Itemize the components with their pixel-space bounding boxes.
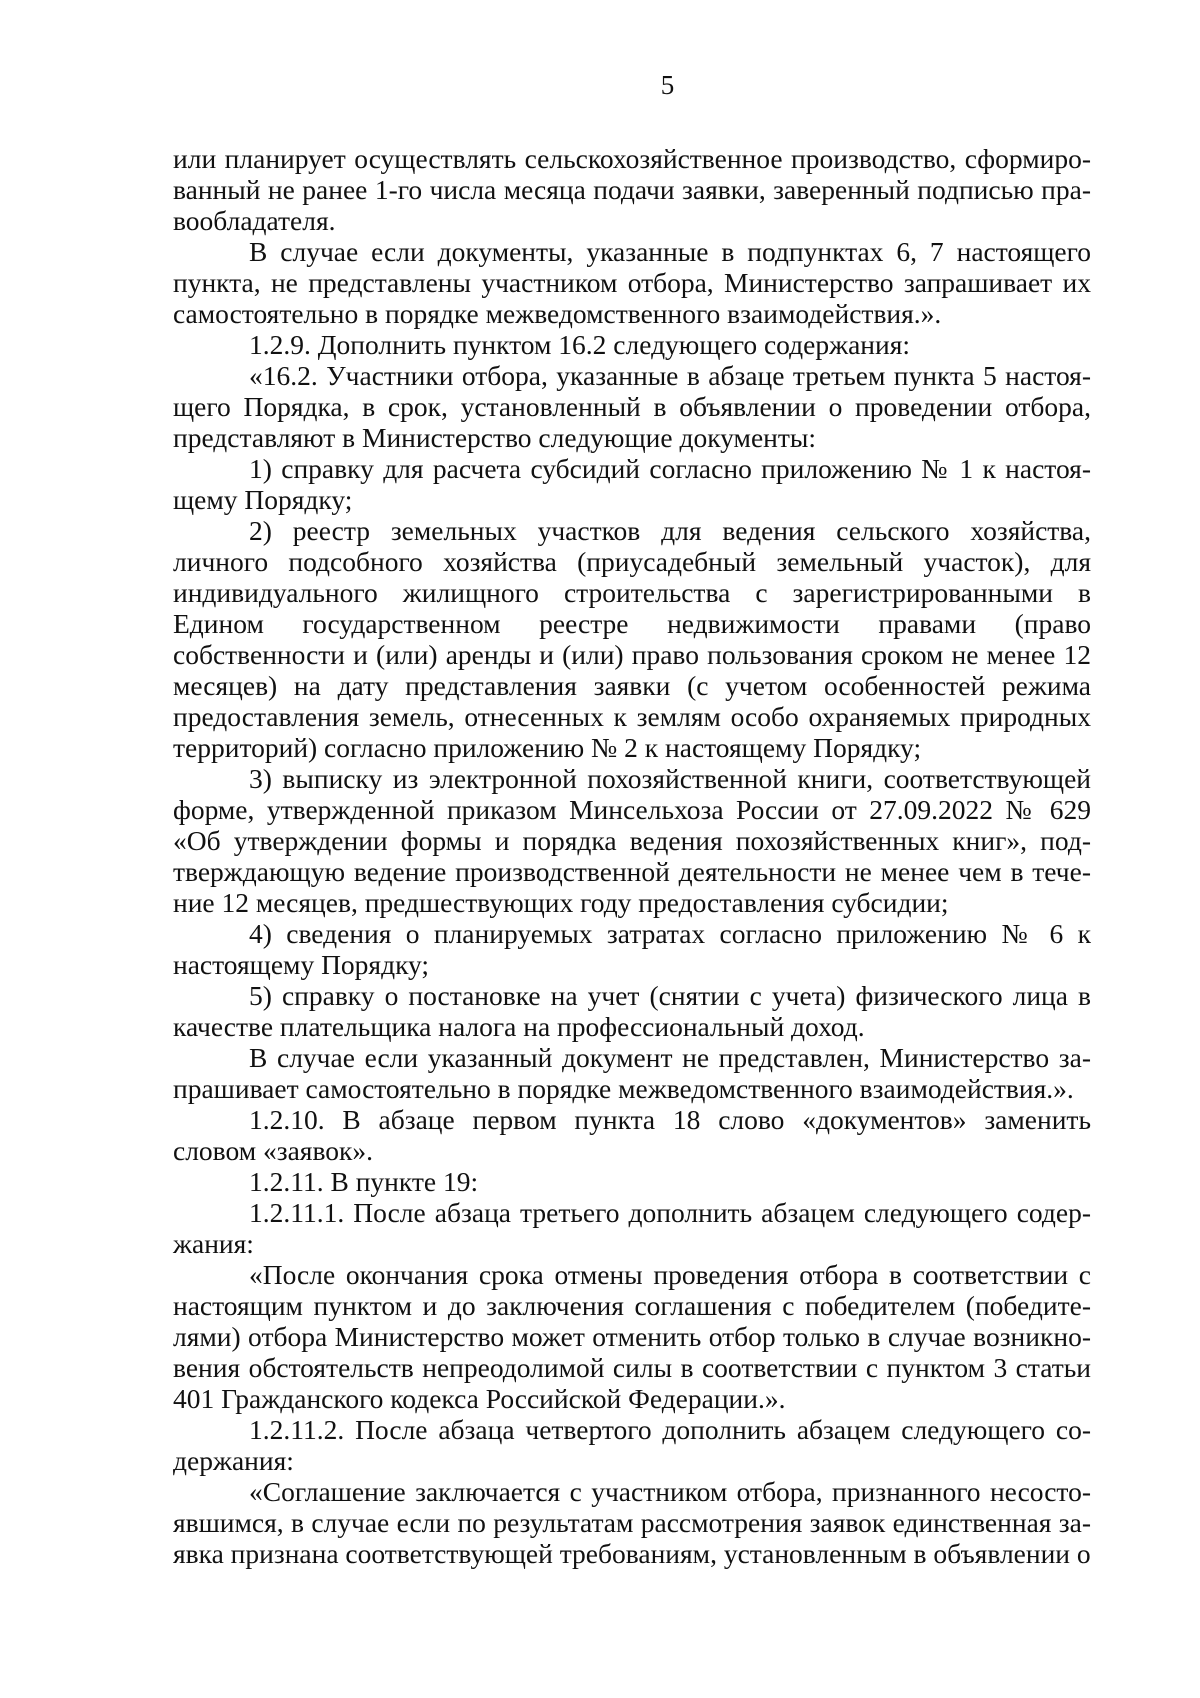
list-item-2: 2) реестр земельных участков для ведения сельского хозяйства, личного подсобного хозяйства (приусадебный земельный участок), для индивидуального жилищного строительства с зарегистрированными в Едином государственном реестре недвижимости правами (право собственности и (или) аренды и (или) право пользования сроком не менее 12 месяцев) на дату представления заявки (с учетом особенностей режима предоставления земель, отнесенных к землям особо охраняемых природных территорий) согласно приложению № 2 к настоящему Порядку; [173, 515, 1091, 763]
paragraph-continuation: или планирует осуществлять сельскохозяйственное производство, сформированный не ранее 1-го числа месяца подачи заявки, заверенный подписью правообладателя. [173, 143, 1091, 236]
paragraph-1-2-10: 1.2.10. В абзаце первом пункта 18 слово «документов» заменить словом «заявок». [173, 1104, 1091, 1166]
paragraph-16-2: «16.2. Участники отбора, указанные в абзаце третьем пункта 5 настоящего Порядка, в срок, установленный в объявлении о проведении отбора, представляют в Министерство следующие документы: [173, 360, 1091, 453]
paragraph-1-2-11-2: 1.2.11.2. После абзаца четвертого дополнить абзацем следующего содержания: [173, 1414, 1091, 1476]
list-item-4: 4) сведения о планируемых затратах согласно приложению № 6 к настоящему Порядку; [173, 918, 1091, 980]
paragraph-agreement-clause: «Соглашение заключается с участником отбора, признанного несостоявшимся, в случае если по результатам рассмотрения заявок единственная заявка признана соответствующей требованиям, установленным в объявлении о [173, 1476, 1091, 1569]
paragraph-documents-request: В случае если документы, указанные в подпунктах 6, 7 настоящего пункта, не представлены участником отбора, Министерство запрашивает их самостоятельно в порядке межведомственного взаимодействия.». [173, 236, 1091, 329]
list-item-3: 3) выписку из электронной похозяйственной книги, соответствующей форме, утвержденной приказом Минсельхоза России от 27.09.2022 № 629 «Об утверждении формы и порядка ведения похозяйственных книг», подтверждающую ведение производственной деятельности не менее чем в течение 12 месяцев, предшествующих году предоставления субсидии; [173, 763, 1091, 918]
page-number: 5 [660, 70, 675, 100]
paragraph-1-2-11: 1.2.11. В пункте 19: [249, 1166, 479, 1197]
document-body [173, 143, 1091, 1569]
paragraph-1-2-11-1: 1.2.11.1. После абзаца третьего дополнить абзацем следующего содержания: [173, 1197, 1091, 1259]
list-item-1: 1) справку для расчета субсидий согласно приложению № 1 к настоящему Порядку; [173, 453, 1091, 515]
paragraph-document-not-provided: В случае если указанный документ не представлен, Министерство запрашивает самостоятельно в порядке межведомственного взаимодействия.». [173, 1042, 1091, 1104]
paragraph-1-2-9: 1.2.9. Дополнить пунктом 16.2 следующего содержания: [249, 329, 910, 360]
paragraph-cancellation-clause: «После окончания срока отмены проведения отбора в соответствии с настоящим пунктом и до заключения соглашения с победителем (победителями) отбора Министерство может отменить отбор только в случае возникновения обстоятельств непреодолимой силы в соответствии с пунктом 3 статьи 401 Гражданского кодекса Российской Федерации.». [173, 1259, 1091, 1414]
list-item-5: 5) справку о постановке на учет (снятии с учета) физического лица в качестве плательщика налога на профессиональный доход. [173, 980, 1091, 1042]
